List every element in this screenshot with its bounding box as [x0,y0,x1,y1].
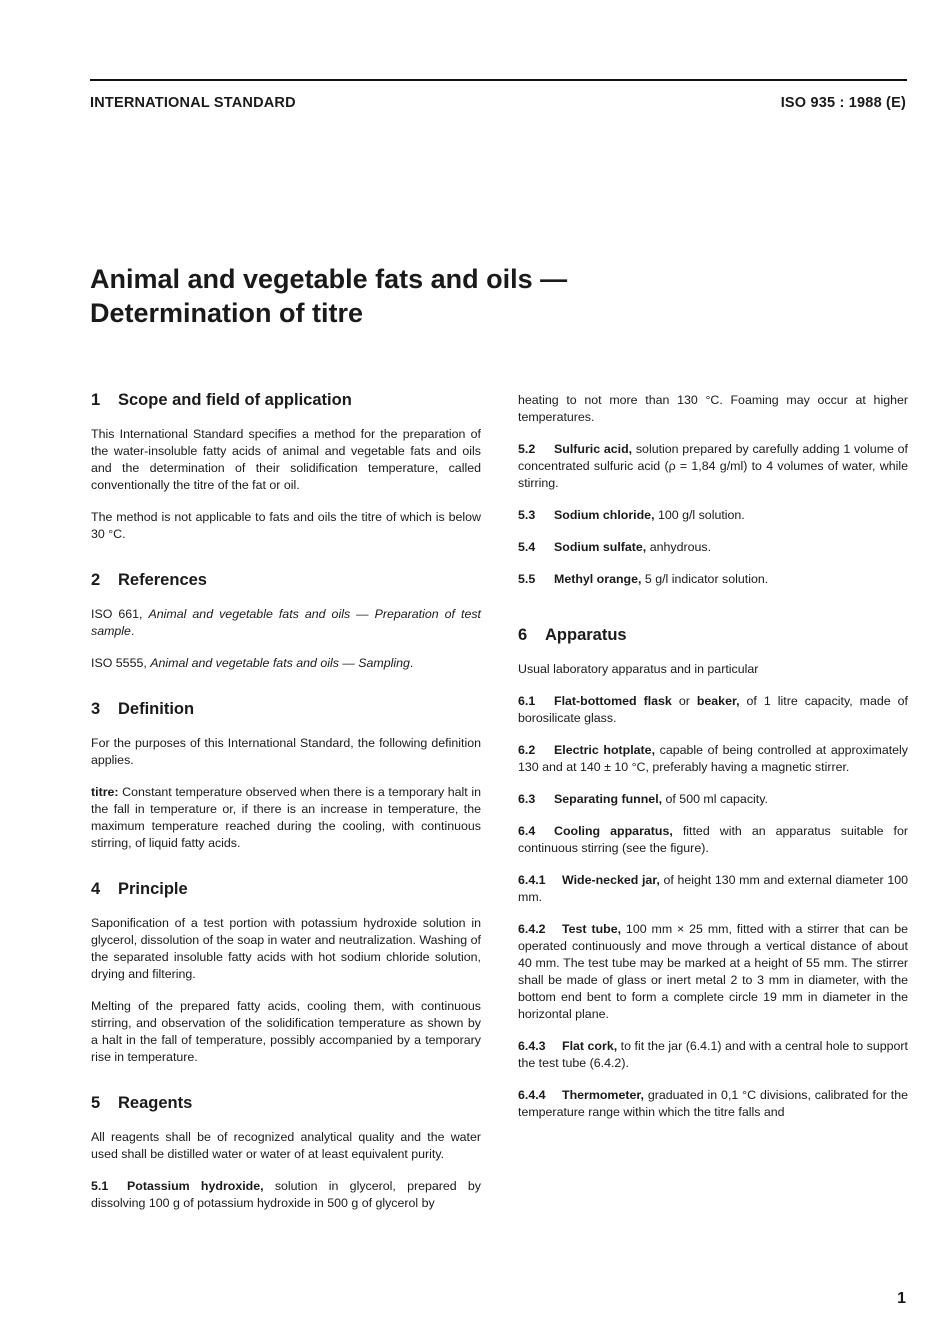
item-6-2: 6.2 Electric hotplate, capable of being controlled at approximately 130 and at 140 ± 10 °C, preferably having a magnetic stirrer. [518,743,909,774]
item-5-4: 5.4 Sodium sulfate, anhydrous. [518,540,712,554]
section-title: Definition [118,700,195,718]
item-6-4-2: 6.4.2 Test tube, 100 mm × 25 mm, fitted with a stirrer that can be operated continuously and move through a vertical distance of about 40 mm. The test tube may be marked at a height of 55 mm. The stirrer shall be made of glass or inert metal 2 to 3 mm in diameter, with the bottom end bent to form a complete circle 19 mm in diameter in the horizontal plane. [518,922,908,1021]
section-title: Scope and field of application [118,391,352,409]
item-6-1: 6.1 Flat-bottomed flask or beaker, of 1 litre capacity, made of borosilicate glass. [518,694,908,725]
section-title: Principle [118,880,188,898]
header-rule [90,79,907,81]
title-line-1: Animal and vegetable fats and oils — [90,264,568,294]
section-4-heading [91,881,481,898]
section-number: 2 [91,571,101,589]
item-6-4-3: 6.4.3 Flat cork, to fit the jar (6.4.1) and with a central hole to support the test tube (6.4.2). [518,1039,909,1070]
item-6-3: 6.3 Separating funnel, of 500 ml capacity. [518,792,768,806]
standard-number: ISO 935 : 1988 (E) [780,95,906,111]
paragraph: All reagents shall be of recognized analytical quality and the water used shall be distilled water or water of at least equivalent purity. [91,1130,481,1161]
paragraph: For the purposes of this International Standard, the following definition applies. [91,736,481,767]
section-3-heading [91,701,481,718]
paragraph: The method is not applicable to fats and oils the titre of which is below 30 °C. [91,510,481,541]
definition-titre: titre: Constant temperature observed when there is a temporary halt in the fall in temperature or, if there is an increase in temperature, the maximum temperature reached during the cooling, with continuous stirring, of liquid fatty acids. [91,785,481,850]
paragraph: Melting of the prepared fatty acids, cooling them, with continuous stirring, and observation of the solidification temperature as shown by a halt in the fall of temperature, possibly accompanied by a temporary rise in temperature. [91,999,481,1064]
section-5-heading [91,1095,481,1112]
reference-iso-661: ISO 661, Animal and vegetable fats and oils — Preparation of test sample. [91,607,481,638]
section-6-heading [518,627,908,644]
item-6-4: 6.4 Cooling apparatus, fitted with an apparatus suitable for continuous stirring (see the figure). [518,824,908,855]
section-title: References [118,571,207,589]
item-5-3: 5.3 Sodium chloride, 100 g/l solution. [518,508,745,522]
paragraph: Saponification of a test portion with potassium hydroxide solution in glycerol, dissolution of the soap in water and neutralization. Washing of the separated insoluble fatty acids with hot sodium chloride solution, drying and filtering. [91,916,481,981]
section-title: Apparatus [545,626,627,644]
item-5-5: 5.5 Methyl orange, 5 g/l indicator solution. [518,572,769,586]
paragraph-continued: heating to not more than 130 °C. Foaming may occur at higher temperatures. [518,393,908,424]
item-5-2: 5.2 Sulfuric acid, solution prepared by carefully adding 1 volume of concentrated sulfuric acid (ρ = 1,84 g/ml) to 4 volumes of water, while stirring. [518,442,908,490]
page-number: 1 [897,1290,906,1307]
section-title: Reagents [118,1094,193,1112]
paragraph: Usual laboratory apparatus and in particular [518,662,759,676]
section-2-heading [91,572,481,589]
section-number: 5 [91,1094,101,1112]
section-number: 6 [518,626,528,644]
title-line-2: Determination of titre [90,298,364,328]
standard-type-label: INTERNATIONAL STANDARD [90,95,296,111]
section-number: 3 [91,700,101,718]
item-5-1: 5.1 Potassium hydroxide, solution in glycerol, prepared by dissolving 100 g of potassium hydroxide in 500 g of glycerol by [91,1179,482,1210]
left-column [91,392,481,1227]
right-column [518,392,908,1136]
section-number: 4 [91,880,101,898]
document-title [90,262,567,330]
section-1-heading [91,392,481,409]
item-6-4-4: 6.4.4 Thermometer, graduated in 0,1 °C divisions, calibrated for the temperature range within which the titre falls and [518,1088,908,1119]
item-6-4-1: 6.4.1 Wide-necked jar, of height 130 mm and external diameter 100 mm. [518,873,908,904]
paragraph: This International Standard specifies a method for the preparation of the water-insoluble fatty acids of animal and vegetable fats and oils and the determination of their solidification temperature, called conventionally the titre of the fat or oil. [91,427,481,492]
reference-iso-5555: ISO 5555, Animal and vegetable fats and oils — Sampling. [91,656,414,670]
section-number: 1 [91,391,101,409]
